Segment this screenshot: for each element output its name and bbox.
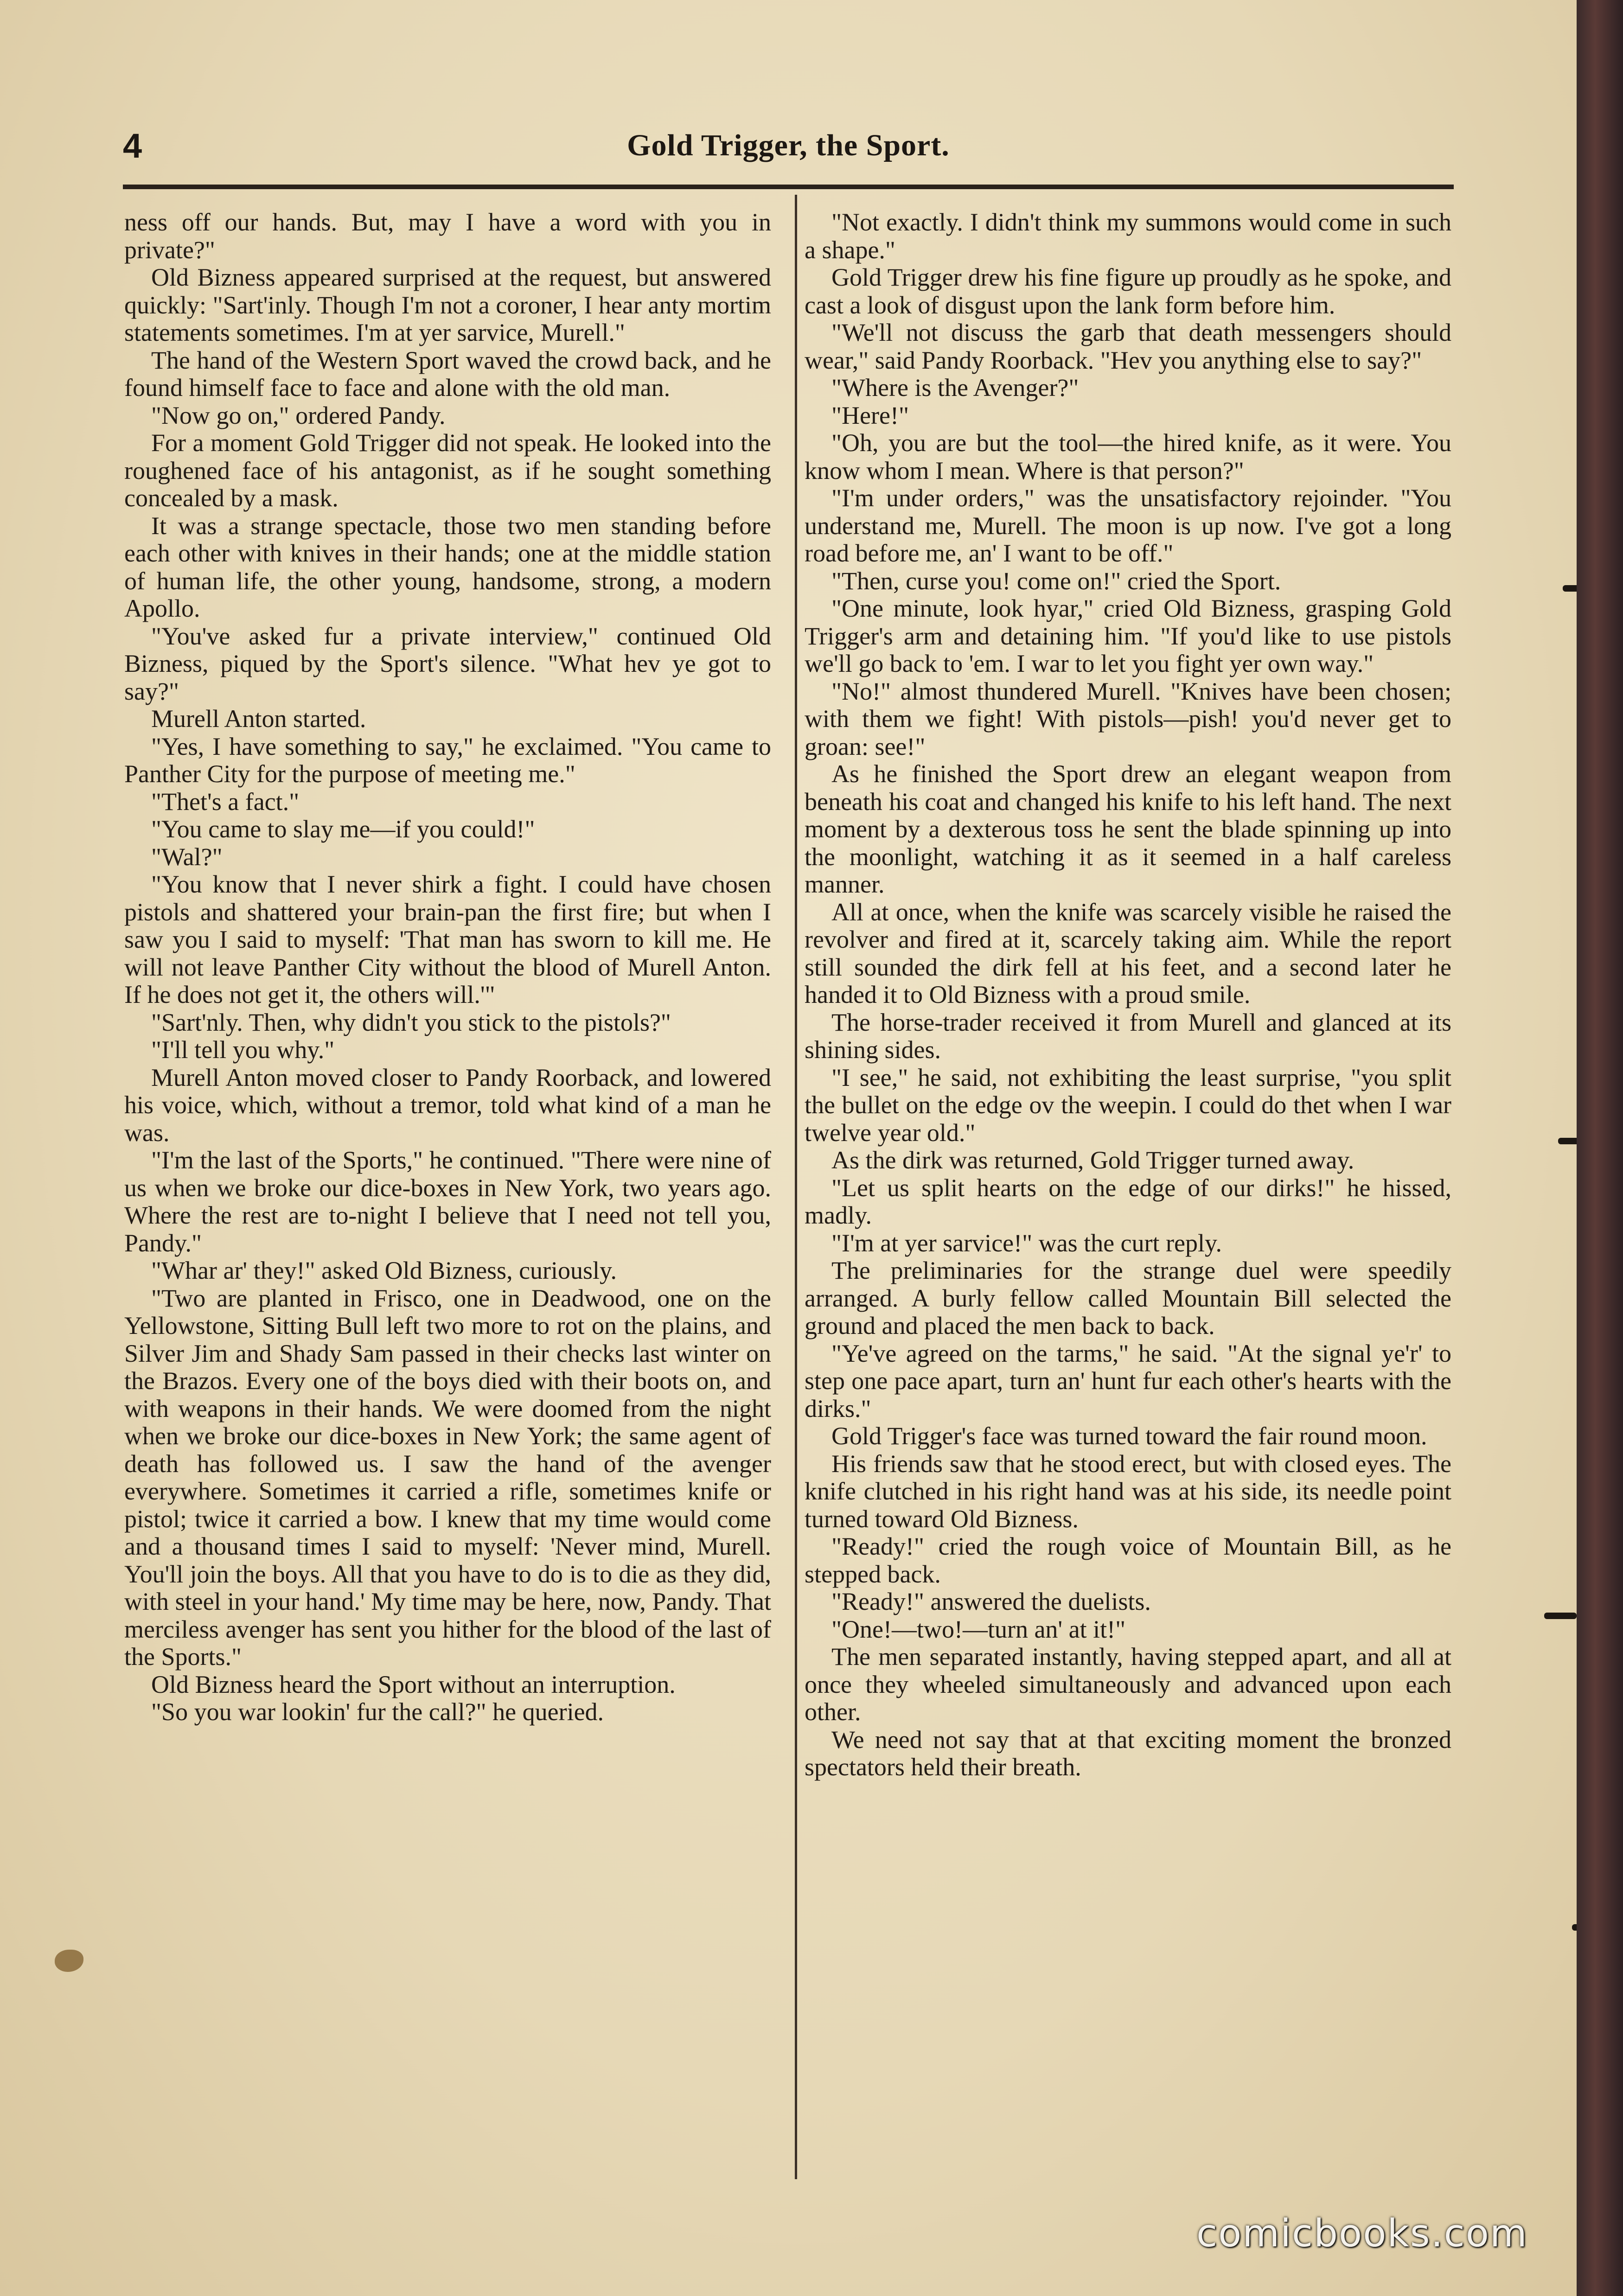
- paragraph: "Wal?": [151, 842, 223, 871]
- binding-mark: [1544, 1613, 1577, 1619]
- paragraph: "Ready!" cried the rough voice of Mountain Bill, as he stepped back.: [805, 1532, 1451, 1588]
- paragraph: "Then, curse you! come on!" cried the Sport.: [831, 567, 1281, 595]
- paragraph: "You know that I never shirk a fight. I could have chosen pistols and shattered your brain-pan the first fire; but when I saw you I said to myself: 'That man has sworn to kill me. He will not leave Panther City without the blood of Murell Anton. If he does not get it, the others will.'": [124, 870, 771, 1008]
- paragraph: "Sart'nly. Then, why didn't you stick to the pistols?": [151, 1008, 671, 1036]
- header-rule: [123, 185, 1454, 189]
- paragraph: "I see," he said, not exhibiting the least surprise, "you split the bullet on the edge ov the weepin. I could do thet when I war twelve year old.": [805, 1063, 1451, 1147]
- running-title: Gold Trigger, the Sport.: [627, 128, 950, 162]
- paragraph: Old Bizness heard the Sport without an interruption.: [151, 1670, 676, 1698]
- paragraph: The hand of the Western Sport waved the crowd back, and he found himself face to face and alone with the old man.: [124, 346, 771, 402]
- paragraph: "Where is the Avenger?": [831, 374, 1079, 402]
- paragraph: "Whar ar' they!" asked Old Bizness, curiously.: [151, 1256, 617, 1284]
- paragraph: "So you war lookin' fur the call?" he queried.: [151, 1698, 604, 1726]
- paragraph: "I'm at yer sarvice!" was the curt reply.: [831, 1229, 1222, 1257]
- paragraph: "One minute, look hyar," cried Old Bizness, grasping Gold Trigger's arm and detaining him. "If you'd like to use pistols we'll go back to 'em. I war to let you fight yer own way.": [805, 594, 1451, 677]
- paragraph: Murell Anton started.: [151, 705, 366, 733]
- paragraph: Murell Anton moved closer to Pandy Roorback, and lowered his voice, which, without a tremor, told what kind of a man he was.: [124, 1063, 771, 1147]
- paragraph: Gold Trigger drew his fine figure up proudly as he spoke, and cast a look of disgust upon the lank form before him.: [805, 263, 1451, 319]
- paragraph: "One!—two!—turn an' at it!": [831, 1615, 1126, 1643]
- left-column: [124, 209, 771, 2165]
- paragraph: As the dirk was returned, Gold Trigger turned away.: [831, 1146, 1355, 1174]
- paragraph: Gold Trigger's face was turned toward the fair round moon.: [831, 1422, 1427, 1450]
- paragraph: "You came to slay me—if you could!": [151, 815, 535, 843]
- paragraph: We need not say that at that exciting moment the bronzed spectators held their breath.: [805, 1725, 1451, 1781]
- paragraph: The men separated instantly, having stepped apart, and all at once they wheeled simultaneously and advanced upon each other.: [805, 1643, 1451, 1726]
- paragraph: "Thet's a fact.": [151, 787, 300, 816]
- paragraph: "You've asked fur a private interview," continued Old Bizness, piqued by the Sport's silence. "What hev ye got to say?": [124, 622, 771, 705]
- paragraph: "Not exactly. I didn't think my summons would come in such a shape.": [805, 209, 1451, 264]
- paragraph: The horse-trader received it from Murell and glanced at its shining sides.: [805, 1008, 1451, 1064]
- paragraph: "Let us split hearts on the edge of our dirks!" he hissed, madly.: [805, 1174, 1451, 1229]
- paper-stain: [55, 1950, 83, 1972]
- page-number: 4: [123, 127, 142, 165]
- column-divider: [795, 195, 797, 2179]
- paragraph: It was a strange spectacle, those two men standing before each other with knives in their hands; one at the middle station of human life, the other young, handsome, strong, a modern Apollo.: [124, 511, 771, 622]
- paragraph: "Yes, I have something to say," he exclaimed. "You came to Panther City for the purpose of meeting me.": [124, 732, 771, 788]
- right-column: [805, 209, 1451, 2165]
- paragraph: "Oh, you are but the tool—the hired knife, as it were. You know whom I mean. Where is that person?": [805, 429, 1451, 485]
- paragraph: "I'm the last of the Sports," he continued. "There were nine of us when we broke our dice-boxes in New York, two years ago. Where the rest are to-night I believe that I need not tell you, Pandy.": [124, 1146, 771, 1257]
- binding-spine: [1577, 0, 1623, 2296]
- paragraph: ness off our hands. But, may I have a word with you in private?": [124, 209, 771, 264]
- paragraph: "Two are planted in Frisco, one in Deadwood, one on the Yellowstone, Sitting Bull left two more to rot on the plains, and Silver Jim and Shady Sam passed in their checks last winter on the Brazos. Every one of the boys died with their boots on, and with weapons in their hands. We were doomed from the night when we broke our dice-boxes in New York; the same agent of death has followed us. I saw the hand of the avenger everywhere. Sometimes it carried a rifle, sometimes knife or pistol; twice it carried a bow. I knew that my time would come and a thousand times I said to myself: 'Never mind, Murell. You'll join the boys. All that you have to do is to die as they did, with steel in your hand.' My time may be here, now, Pandy. That merciless avenger has sent you hither for the blood of the last of the Sports.": [124, 1284, 771, 1671]
- paragraph: "I'll tell you why.": [151, 1036, 335, 1064]
- paragraph: Old Bizness appeared surprised at the request, but answered quickly: "Sart'inly. Though I'm not a coroner, I hear anty mortim statements sometimes. I'm at yer sarvice, Murell.": [124, 263, 771, 346]
- paragraph: For a moment Gold Trigger did not speak. He looked into the roughened face of his antagonist, as if he sought something concealed by a mask.: [124, 429, 771, 512]
- paragraph: "We'll not discuss the garb that death messengers should wear," said Pandy Roorback. "Hev you anything else to say?": [805, 319, 1451, 374]
- paragraph: His friends saw that he stood erect, but with closed eyes. The knife clutched in his right hand was at his side, its needle point turned toward Old Bizness.: [805, 1449, 1451, 1533]
- paragraph: "Ye've agreed on the tarms," he said. "At the signal ye'r' to step one pace apart, turn an' hunt fur each other's hearts with the dirks.": [805, 1339, 1451, 1422]
- paragraph: "I'm under orders," was the unsatisfactory rejoinder. "You understand me, Murell. The moon is up now. I've got a long road before me, an' I want to be off.": [805, 484, 1451, 567]
- paragraph: As he finished the Sport drew an elegant weapon from beneath his coat and changed his knife to his left hand. The next moment by a dexterous toss he sent the blade spinning up into the moonlight, watching it as it seemed in a half careless manner.: [805, 760, 1451, 898]
- page-header: [123, 126, 1454, 168]
- paragraph: "Here!": [831, 401, 909, 429]
- paragraph: "No!" almost thundered Murell. "Knives have been chosen; with them we fight! With pistols—pish! you'd never get to groan: see!": [805, 677, 1451, 760]
- paragraph: "Now go on," ordered Pandy.: [151, 401, 446, 429]
- paragraph: All at once, when the knife was scarcely visible he raised the revolver and fired at it, scarcely taking aim. While the report still sounded the dirk fell at his feet, and a second later he handed it to Old Bizness with a proud smile.: [805, 898, 1451, 1008]
- paragraph: The preliminaries for the strange duel were speedily arranged. A burly fellow called Mountain Bill selected the ground and placed the men back to back.: [805, 1256, 1451, 1339]
- watermark: comicbooks.com: [1196, 2212, 1528, 2256]
- paragraph: "Ready!" answered the duelists.: [831, 1588, 1151, 1615]
